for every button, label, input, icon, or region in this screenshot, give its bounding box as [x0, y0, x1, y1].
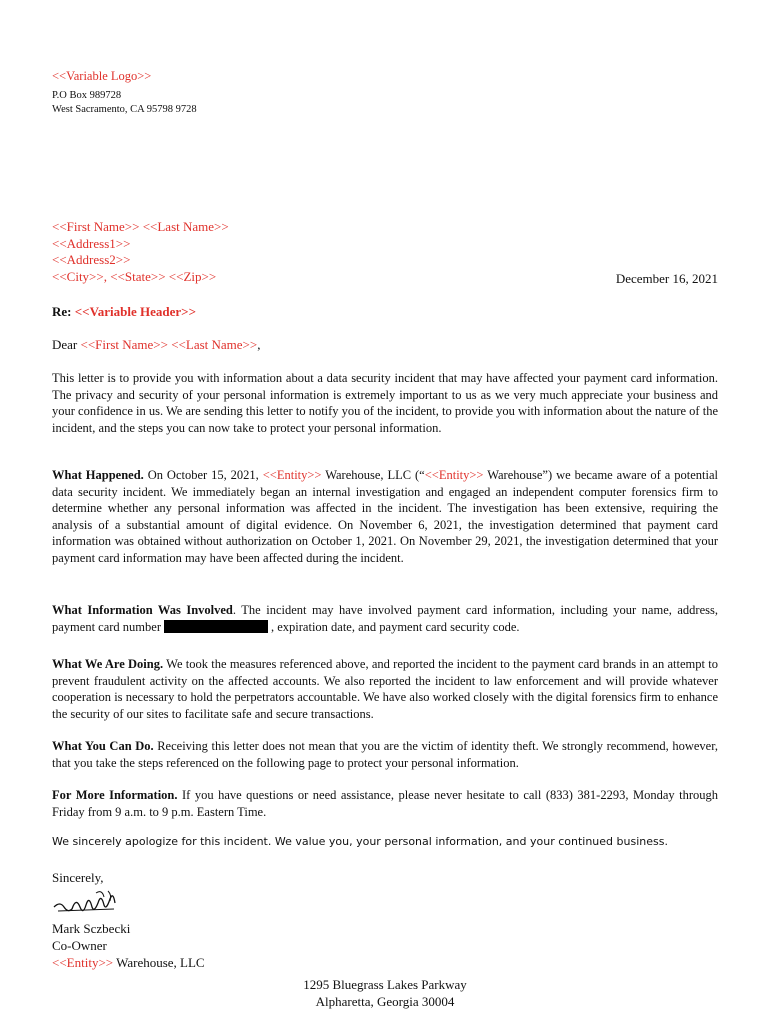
redaction-bar [164, 620, 268, 633]
salutation-name: <<First Name>> <<Last Name>> [80, 337, 258, 352]
what-happened-entity2: <<Entity>> [424, 468, 484, 482]
sender-address-line1: P.O Box 989728 [52, 90, 122, 101]
more-info-paragraph [52, 787, 718, 820]
recipient-address2: <<Address2>> [52, 252, 131, 267]
signer-name: Mark Sczbecki [52, 921, 131, 936]
closing: Sincerely, [52, 870, 104, 885]
what-happened-text2: Warehouse, LLC (“ [321, 468, 425, 482]
signer-block [52, 920, 205, 971]
letter-date: December 16, 2021 [615, 271, 718, 286]
signer-company-name: Warehouse, LLC [113, 955, 205, 970]
what-happened-text1: On October 15, 2021, [143, 468, 263, 482]
more-info-heading: For More Information. [52, 788, 178, 802]
re-label: Re: [52, 304, 72, 319]
salutation-dear: Dear [52, 337, 78, 352]
signer-entity: <<Entity>> [52, 955, 114, 970]
what-info-text2: , expiration date, and payment card security code. [270, 619, 520, 634]
what-doing-heading: What We Are Doing. [52, 657, 164, 671]
more-info-text: If you have questions or need assistance, please never hesitate to call (833) 381-2293, Monday through Friday from 9 a.m. to 9 p.m. Eastern Time. [52, 788, 718, 819]
intro-paragraph: This letter is to provide you with information about a data security incident that may have affected your payment card information. The privacy and security of your personal information is extremely important to us as we very much appreciate your business and your confidence in us. We are sending this letter to notify you of the incident, to provide you with information about the nature of the incident, and the steps you can now take to protect your personal information. [52, 371, 718, 435]
salutation [52, 337, 260, 353]
footer-line1: 1295 Bluegrass Lakes Parkway [303, 977, 467, 992]
footer-address [0, 976, 770, 1010]
footer-line2: Alpharetta, Georgia 30004 [315, 994, 455, 1009]
signer-title: Co-Owner [52, 938, 107, 953]
sender-address-line2: West Sacramento, CA 95798 9728 [52, 104, 197, 115]
recipient-block [52, 219, 229, 285]
recipient-city-state-zip: <<City>>, <<State>> <<Zip>> [52, 268, 217, 284]
recipient-name: <<First Name>> <<Last Name>> [52, 219, 229, 234]
what-happened-text3: Warehouse”) we became aware of a potential data security incident. We immediately began an internal investigation and engaged an independent computer forensics firm to determine whether any personal information was affected in the incident. The investigation has been extensive, requiring the analysis of a substantial amount of digital evidence. On November 6, 2021, the investigation determined that payment card information was obtained without authorization on October 1, 2021. On November 29, 2021, the investigation determined that your payment card information may have been affected during the incident. [52, 468, 718, 565]
signer-company [52, 954, 205, 971]
what-happened-paragraph [52, 467, 718, 567]
what-you-can-do-text: Receiving this letter does not mean that you are the victim of identity theft. We strongly recommend, however, that you take the steps referenced on the following page to protect your personal information. [52, 739, 718, 770]
what-doing-paragraph [52, 656, 718, 722]
recipient-address1: <<Address1>> [52, 235, 131, 251]
what-you-can-do-heading: What You Can Do. [52, 739, 154, 753]
what-info-heading: What Information Was Involved [52, 603, 233, 617]
what-happened-entity: <<Entity>> [262, 468, 322, 482]
what-info-text1: . The incident may have involved payment card information, including your name, address, payment card number [52, 603, 718, 634]
apology-paragraph: We sincerely apologize for this incident. We value you, your personal information, and your continued business. [52, 835, 668, 848]
what-doing-text: We took the measures referenced above, and reported the incident to the payment card brands in an attempt to prevent fraudulent activity on the affected accounts. We also reported the incident to law enforcement and will provide whatever cooperation is necessary to hold the perpetrators accountable. We have also worked closely with the digital forensics firm to enhance the security of our sites to facilitate safe and secure transactions. [52, 657, 718, 721]
variable-logo: <<Variable Logo>> [52, 69, 152, 83]
re-header: <<Variable Header>> [74, 304, 196, 319]
what-info-paragraph [52, 602, 718, 635]
what-happened-heading: What Happened. [52, 468, 144, 482]
sender-address [52, 89, 197, 117]
what-you-can-do-paragraph [52, 738, 718, 771]
re-line [52, 304, 196, 320]
salutation-comma: , [257, 337, 261, 352]
signature [52, 885, 122, 921]
